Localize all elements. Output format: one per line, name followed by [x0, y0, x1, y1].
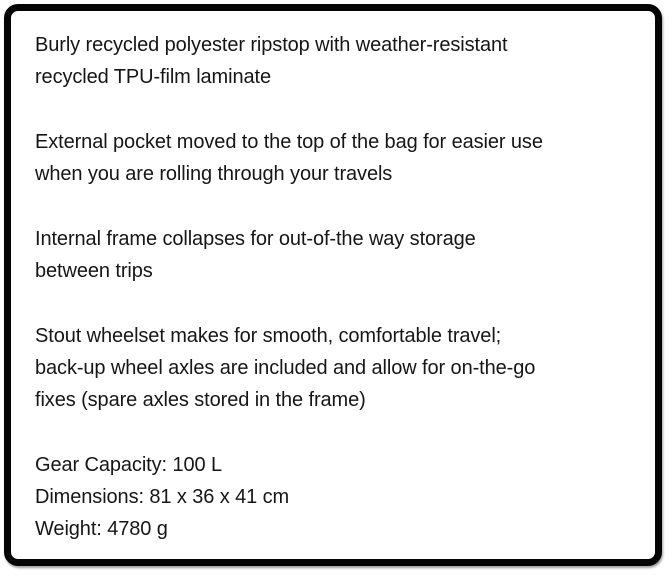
product-details-card	[4, 4, 662, 566]
text-line: between trips	[35, 260, 153, 282]
text-line: fixes (spare axles stored in the frame)	[35, 389, 366, 411]
text-line: when you are rolling through your travels	[35, 163, 393, 185]
text-line: recycled TPU-film laminate	[35, 66, 271, 88]
paragraph-internal-frame	[35, 223, 631, 287]
text-line: back-up wheel axles are included and allow for on-the-go	[35, 357, 536, 379]
spec-dimensions: Dimensions: 81 x 36 x 41 cm	[35, 486, 290, 508]
text-line: Stout wheelset makes for smooth, comfortable travel;	[35, 325, 502, 347]
spec-weight: Weight: 4780 g	[35, 518, 168, 540]
paragraph-external-pocket	[35, 126, 631, 190]
paragraph-fabric	[35, 29, 631, 93]
text-line: Internal frame collapses for out-of-the way storage	[35, 228, 476, 250]
specs-block	[35, 449, 631, 545]
text-line: External pocket moved to the top of the bag for easier use	[35, 131, 543, 153]
spec-gear-capacity: Gear Capacity: 100 L	[35, 454, 222, 476]
paragraph-wheelset	[35, 320, 631, 416]
text-line: Burly recycled polyester ripstop with weather-resistant	[35, 34, 508, 56]
